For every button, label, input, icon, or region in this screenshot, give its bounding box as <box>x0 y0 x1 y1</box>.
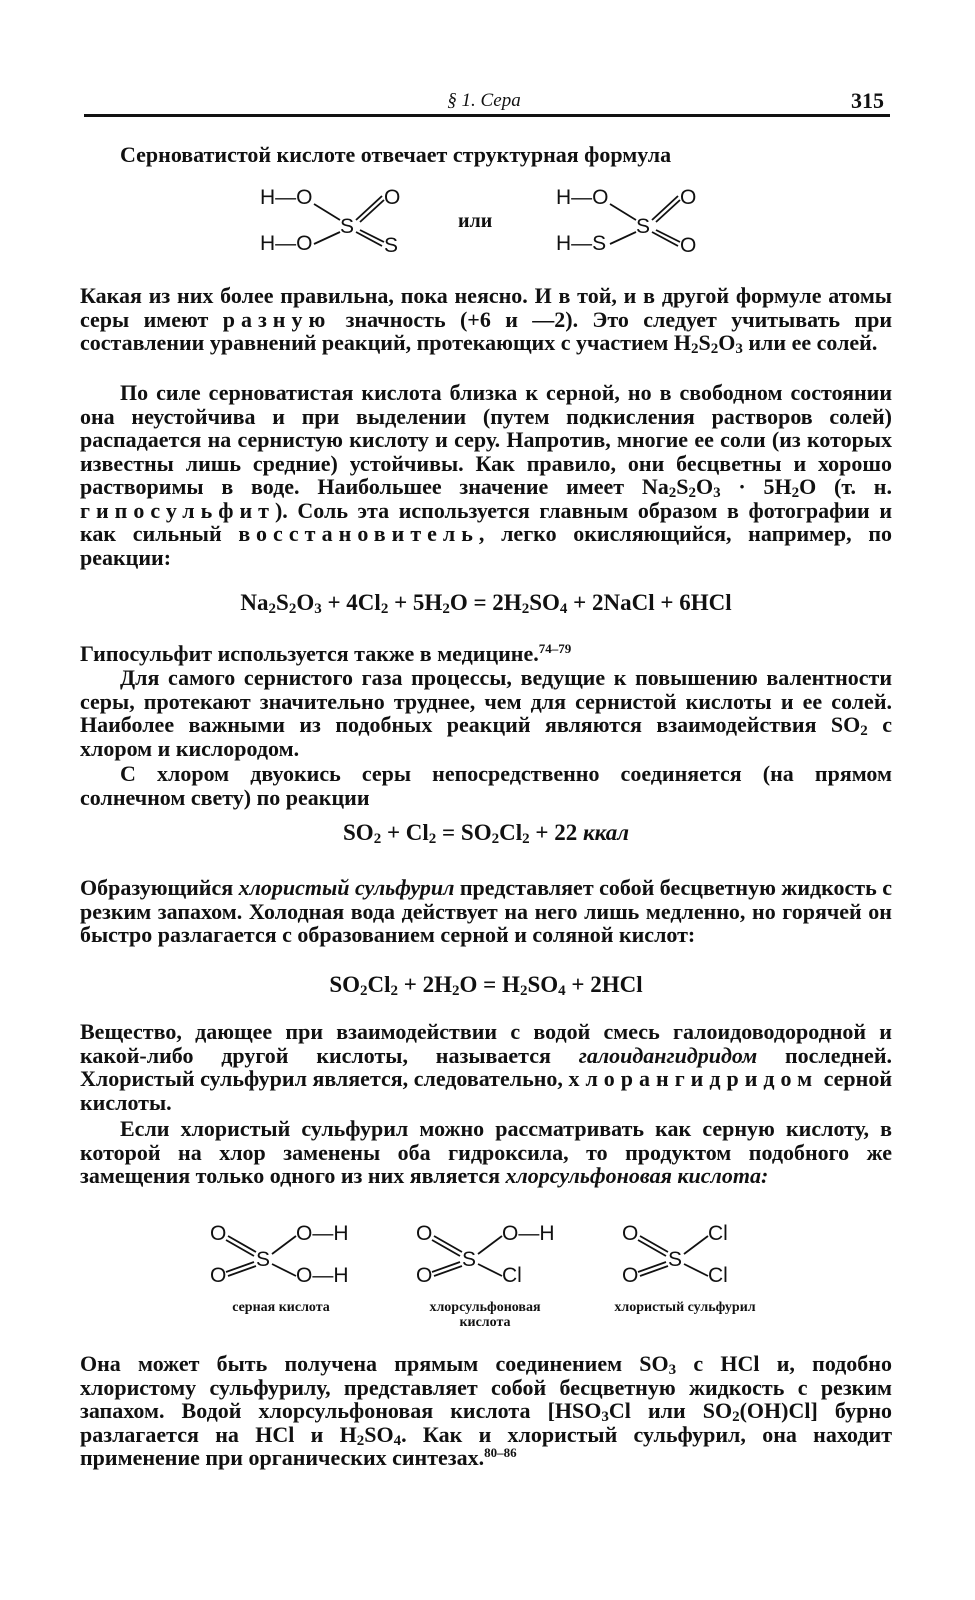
m1-r1: O—H <box>296 1222 349 1245</box>
p2-spaced2: восстановитель <box>238 521 479 546</box>
paragraph-1 <box>80 284 892 355</box>
eq2-unit: ккал <box>582 820 629 845</box>
p8-a: Если хлористый сульфурил можно рассматривать как серную кислоту, в которой на хлор заменены оба гидроксила, то продуктом подобного же замещения только одного из них является <box>80 1116 892 1188</box>
s1-h-bot: H—O <box>260 232 313 255</box>
m2-bond-3 <box>478 1236 502 1254</box>
p9-a: Она может быть получена прямым соединением SO <box>80 1351 669 1376</box>
s1-bond-1 <box>314 204 340 220</box>
p9-c: Cl или SO <box>608 1398 733 1423</box>
m1-o2: O <box>210 1264 227 1287</box>
p2-c: O <box>696 474 714 499</box>
m2-o2: O <box>416 1264 433 1287</box>
eq1-s4: 2 <box>380 601 389 617</box>
eq3-s2: 2 <box>390 983 399 999</box>
m2-bond-2b <box>434 1266 462 1276</box>
sulfuric-acid-structure <box>210 1220 370 1290</box>
header-rule <box>84 114 890 117</box>
m3-o1: O <box>622 1222 639 1245</box>
equation-3 <box>80 972 892 998</box>
eq1-h: + 2NaCl + 6HCl <box>567 590 732 615</box>
p2-d: · 5H <box>720 474 792 499</box>
eq2-s3: 2 <box>491 831 500 847</box>
eq3-c: + 2H <box>398 972 453 997</box>
eq1-s6: 2 <box>521 601 530 617</box>
eq2-s1: 2 <box>373 831 382 847</box>
s2-s: S <box>636 215 651 238</box>
eq2-d: Cl <box>499 820 523 845</box>
s2-bond-3b <box>656 200 680 222</box>
eq1-e: + 5H <box>388 590 443 615</box>
p2-sub2: 2 <box>688 485 697 501</box>
p2-g: , легко окисляющийся, например, по реакции: <box>80 521 892 570</box>
thiosulfuric-structure-1 <box>260 180 420 260</box>
eq3-b: Cl <box>367 972 391 997</box>
s2-o2: O <box>680 234 697 257</box>
m2-o1: O <box>416 1222 433 1245</box>
m3-bond-2b <box>640 1266 668 1276</box>
eq1-s7: 4 <box>559 601 568 617</box>
eq2-c: = SO <box>436 820 492 845</box>
paragraph-8 <box>80 1117 892 1188</box>
paragraph-9 <box>80 1352 892 1470</box>
m3-bond-3 <box>684 1236 708 1254</box>
s2-o1: O <box>680 186 697 209</box>
paragraph-4 <box>80 666 892 760</box>
eq1-f: O = 2H <box>449 590 522 615</box>
m3-bond-4 <box>684 1264 708 1276</box>
p6-a: Образующийся <box>80 875 239 900</box>
s1-bond-3b <box>360 200 384 222</box>
s1-bond-2 <box>314 232 340 244</box>
p1-sub1: 2 <box>691 341 699 357</box>
page-number: 315 <box>851 88 884 113</box>
eq1-a: Na <box>240 590 269 615</box>
p9-s3: 2 <box>732 1409 740 1425</box>
p6-b: представляет собой бесцветную жидкость с резким запахом. Холодная вода действует на него лишь медленно, но горячей он быстро разлагается с образованием серной и соляной кислот: <box>80 875 893 947</box>
p7-italic: галоидангидридом <box>578 1042 758 1068</box>
p4-b: с хлором и кислородом. <box>80 712 893 761</box>
p9-f: . Как и хлористый сульфурил, она находит применение при органических синтезах. <box>80 1421 892 1470</box>
p7-b: последней. Хлористый сульфурил является, следовательно, <box>80 1042 892 1091</box>
s2-h-bot: H—S <box>556 232 607 255</box>
m2-s: S <box>462 1248 477 1271</box>
p1-sub3: 3 <box>735 341 743 357</box>
p1-b: значность (+6 и —2). Это следует учитывать при составлении уравнений реакций, протекающих с участием H <box>80 306 892 355</box>
eq1-s2: 2 <box>288 601 297 617</box>
s1-bond-3 <box>356 196 382 220</box>
paragraph-2 <box>80 381 892 569</box>
s1-o: O <box>384 186 401 209</box>
m2-r2: Cl <box>502 1264 522 1287</box>
p1-c: S <box>698 330 711 355</box>
eq2-s4: 2 <box>522 831 530 847</box>
s1-s: S <box>340 215 355 238</box>
eq3-s1: 2 <box>360 983 368 999</box>
p2-sub4: 2 <box>791 485 800 501</box>
m1-bond-2 <box>226 1262 254 1272</box>
m3-o2: O <box>622 1264 639 1287</box>
p4-a: Для самого сернистого газа процессы, ведущие к повышению валентности серы, протекают значительно труднее, чем для сернистой кислоты и ее солей. Наиболее важными из подобных реакций являются взаимодействия SO <box>80 665 892 737</box>
p9-e: SO <box>364 1421 394 1447</box>
eq2-b: + Cl <box>381 820 429 845</box>
eq1-d: + 4Cl <box>321 590 381 615</box>
intro-span: Серноватистой кислоте отвечает структурная формула <box>120 142 672 167</box>
eq3-a: SO <box>329 972 361 997</box>
eq3-s3: 2 <box>452 983 460 999</box>
s2-bond-1 <box>610 204 636 220</box>
p7-a: Вещество, дающее при взаимодействии с водой смесь галоидоводородной и какой-либо другой кислоты, называется <box>80 1019 892 1068</box>
chlorosulfonic-acid-structure <box>416 1220 576 1290</box>
s2-h-top: H—O <box>556 186 609 209</box>
caption-sulfuric-acid: серная кислота <box>232 1300 330 1315</box>
intro-text <box>80 143 892 167</box>
m2-r1: O—H <box>502 1222 555 1245</box>
p1-e: или ее солей. <box>742 330 878 355</box>
p1-spaced: разную <box>222 306 332 332</box>
p2-sub1: 2 <box>668 485 677 501</box>
s1-s2: S <box>384 234 399 257</box>
p2-a: По силе серноватистая кислота близка к серной, но в свободном состоянии она неустойчива и при выделении (путем подкисления растворов солей) распадается на сернистую кислоту и серу. Напротив, многие ее соли (из которых известны лишь средние) устойчивы. Как правило, они бесцветны и хорошо растворимы в воде. Наибольшее значение имеет Na <box>80 380 892 499</box>
p7-spaced: хлорангидридом <box>568 1066 819 1091</box>
eq1-g: SO <box>529 590 560 615</box>
p2-sub3: 3 <box>713 485 721 501</box>
p2-e: O (т. н. <box>799 474 892 499</box>
s2-bond-2 <box>610 232 636 244</box>
m1-bond-2b <box>228 1266 256 1276</box>
m2-bond-4 <box>478 1264 502 1276</box>
m3-bond-2 <box>638 1262 666 1272</box>
p2-f: ). Соль эта используется главным образом в фотографии и как сильный <box>80 497 892 546</box>
m1-bond-4 <box>272 1264 296 1276</box>
p2-spaced1: гипосульфит <box>80 497 275 523</box>
equation-2 <box>80 820 892 846</box>
eq1-s5: 2 <box>442 601 450 617</box>
p9-s4: 2 <box>356 1432 365 1449</box>
m1-o1: O <box>210 1222 227 1245</box>
p1-a: Какая из них более правильна, пока неясно. И в той, и в другой формуле атомы серы имеют <box>80 283 892 332</box>
paragraph-7 <box>80 1020 892 1114</box>
paragraph-6 <box>80 876 892 947</box>
p9-s1: 3 <box>668 1362 677 1378</box>
m1-bond-3 <box>272 1236 296 1254</box>
p6-italic: хлористый сульфурил <box>238 875 455 900</box>
p9-d: (OH)Cl] бурно разлагается на HCl и H <box>80 1398 892 1447</box>
eq1-b: S <box>276 590 289 615</box>
p8-italic: хлорсульфоновая кислота: <box>505 1163 769 1188</box>
p4-sub: 2 <box>860 723 868 739</box>
eq2-s2: 2 <box>428 831 437 847</box>
eq2-a: SO <box>343 820 374 845</box>
eq3-e: SO <box>527 972 559 997</box>
sulfuryl-chloride-structure <box>622 1220 762 1290</box>
eq1-c: O <box>296 590 315 615</box>
m2-bond-2 <box>432 1262 460 1272</box>
p9-ref: 80–86 <box>484 1445 517 1460</box>
s2-bond-3 <box>652 196 678 220</box>
s1-h-top: H—O <box>260 186 313 209</box>
p3-text: Гипосульфит используется также в медицине. <box>80 641 539 666</box>
or-word: или <box>458 210 493 232</box>
p9-s2: 3 <box>601 1409 609 1425</box>
p9-s5: 4 <box>393 1432 402 1449</box>
p3-ref: 74–79 <box>538 641 572 656</box>
equation-1 <box>80 590 892 616</box>
eq3-d: O = H <box>459 972 520 997</box>
eq3-f: + 2HCl <box>565 972 643 997</box>
p1-d: O <box>718 330 736 355</box>
m3-r2: Cl <box>708 1264 728 1287</box>
section-title: § 1. Сера <box>447 90 521 111</box>
p7-c: серной кислоты. <box>80 1066 893 1115</box>
p5-text: С хлором двуокись серы непосредственно соединяется (на прямом солнечном свету) по реакции <box>80 761 892 810</box>
p1-sub2: 2 <box>710 341 719 357</box>
caption-sulfuryl-chloride: хлористый сульфурил <box>614 1300 756 1315</box>
eq1-s3: 3 <box>314 601 322 617</box>
paragraph-3 <box>80 642 892 666</box>
caption-chlorosulfonic-acid: хлорсульфоновая кислота <box>429 1300 541 1330</box>
eq3-s4: 2 <box>519 983 528 999</box>
eq1-s1: 2 <box>268 601 277 617</box>
thiosulfuric-structure-2 <box>556 180 716 260</box>
m3-s: S <box>668 1248 683 1271</box>
eq2-e: + 22 <box>529 820 583 845</box>
m3-r1: Cl <box>708 1222 728 1245</box>
p2-b: S <box>676 474 689 499</box>
m1-s: S <box>256 1248 271 1271</box>
paragraph-5 <box>80 762 892 809</box>
eq3-s5: 4 <box>558 983 566 999</box>
p9-b: с HCl и, подобно хлористому сульфурилу, представляет собой бесцветную жидкость с резким запахом. Водой хлорсульфоновая кислота [HSO <box>80 1351 892 1423</box>
m1-r2: O—H <box>296 1264 349 1287</box>
